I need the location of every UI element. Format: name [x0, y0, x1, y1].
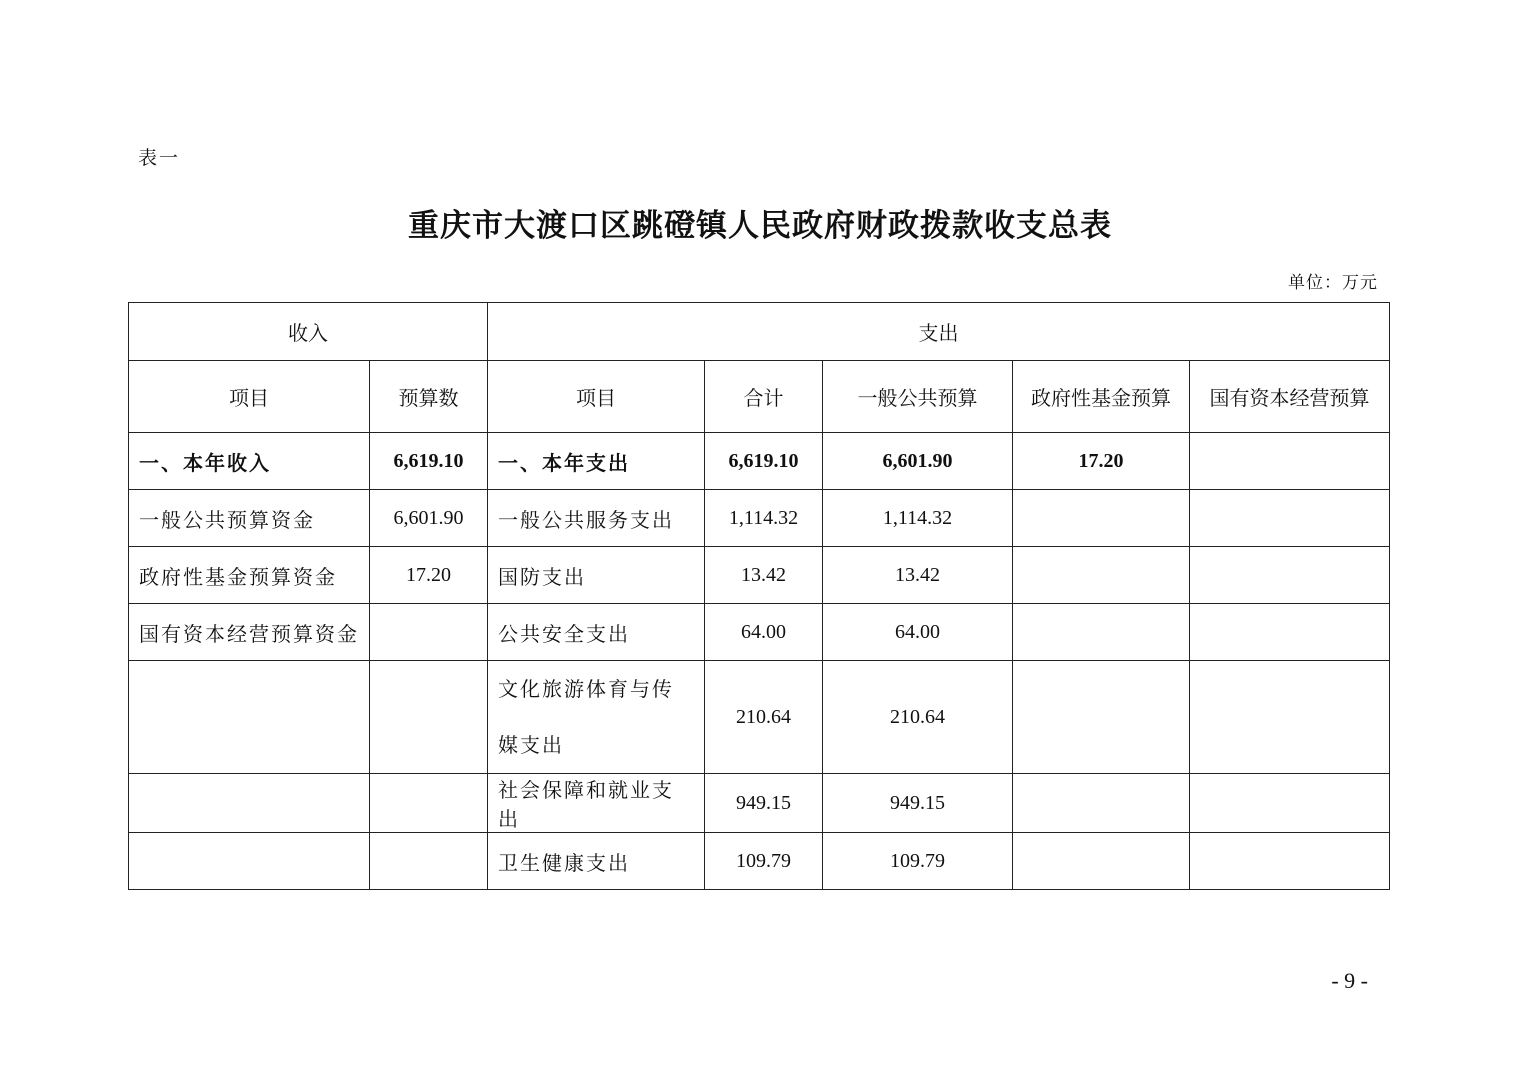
expense-item: 一、本年支出: [488, 433, 705, 490]
page-title: 重庆市大渡口区跳磴镇人民政府财政拨款收支总表: [408, 208, 1112, 244]
fund-budget: [1013, 774, 1190, 833]
table-row: [129, 490, 1390, 547]
income-item: 政府性基金预算资金: [129, 547, 370, 604]
expense-item: 卫生健康支出: [488, 833, 705, 890]
fund-budget: [1013, 604, 1190, 661]
unit-label: 单位：万元: [1288, 273, 1378, 293]
table-row: [129, 604, 1390, 661]
column-header: 项目: [129, 361, 370, 433]
general-budget: 64.00: [823, 604, 1013, 661]
expense-total: 1,114.32: [705, 490, 823, 547]
general-budget: 1,114.32: [823, 490, 1013, 547]
column-header: 国有资本经营预算: [1190, 361, 1390, 433]
state-capital-budget: [1190, 774, 1390, 833]
income-item: 一、本年收入: [129, 433, 370, 490]
income-header: 收入: [129, 303, 488, 361]
general-budget: 13.42: [823, 547, 1013, 604]
state-capital-budget: [1190, 661, 1390, 774]
table-label: 表一: [138, 147, 181, 169]
expense-total: 210.64: [705, 661, 823, 774]
fund-budget: [1013, 661, 1190, 774]
expense-item: 公共安全支出: [488, 604, 705, 661]
column-header: 政府性基金预算: [1013, 361, 1190, 433]
state-capital-budget: [1190, 490, 1390, 547]
state-capital-budget: [1190, 604, 1390, 661]
table-row: [129, 433, 1390, 490]
income-item: [129, 774, 370, 833]
expense-item: 文化旅游体育与传媒支出: [488, 661, 705, 774]
fund-budget: [1013, 833, 1190, 890]
income-item: [129, 661, 370, 774]
expense-total: 6,619.10: [705, 433, 823, 490]
expense-item: 国防支出: [488, 547, 705, 604]
income-amount: 6,601.90: [370, 490, 488, 547]
income-amount: [370, 833, 488, 890]
general-budget: 949.15: [823, 774, 1013, 833]
fund-budget: 17.20: [1013, 433, 1190, 490]
income-amount: 6,619.10: [370, 433, 488, 490]
general-budget: 6,601.90: [823, 433, 1013, 490]
state-capital-budget: [1190, 433, 1390, 490]
expense-total: 13.42: [705, 547, 823, 604]
income-amount: [370, 661, 488, 774]
expense-item: 社会保障和就业支出: [488, 774, 705, 833]
expense-total: 949.15: [705, 774, 823, 833]
table-row: [129, 774, 1390, 833]
income-amount: 17.20: [370, 547, 488, 604]
state-capital-budget: [1190, 547, 1390, 604]
table-row: [129, 547, 1390, 604]
state-capital-budget: [1190, 833, 1390, 890]
column-header: 预算数: [370, 361, 488, 433]
table-header-row: [129, 361, 1390, 433]
table-header-group-row: [129, 303, 1390, 361]
general-budget: 210.64: [823, 661, 1013, 774]
income-amount: [370, 774, 488, 833]
expense-total: 109.79: [705, 833, 823, 890]
income-amount: [370, 604, 488, 661]
expense-item: 一般公共服务支出: [488, 490, 705, 547]
table-row: [129, 833, 1390, 890]
column-header: 合计: [705, 361, 823, 433]
fund-budget: [1013, 490, 1190, 547]
budget-table: [128, 302, 1390, 890]
income-item: 国有资本经营预算资金: [129, 604, 370, 661]
general-budget: 109.79: [823, 833, 1013, 890]
income-item: [129, 833, 370, 890]
fund-budget: [1013, 547, 1190, 604]
expense-total: 64.00: [705, 604, 823, 661]
table-row: [129, 661, 1390, 774]
page-number: - 9 -: [1331, 968, 1368, 993]
expense-header: 支出: [488, 303, 1390, 361]
column-header: 项目: [488, 361, 705, 433]
column-header: 一般公共预算: [823, 361, 1013, 433]
income-item: 一般公共预算资金: [129, 490, 370, 547]
